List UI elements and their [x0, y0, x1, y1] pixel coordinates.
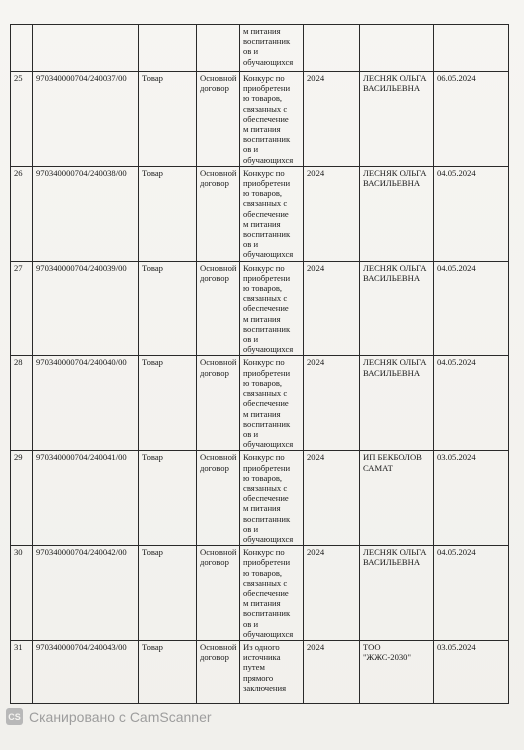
cell-method: [240, 261, 304, 356]
method-line: заключения: [243, 682, 287, 693]
cell-num: [11, 25, 33, 72]
method-line: обеспечение: [243, 113, 289, 124]
cell-contract: Основной договор: [197, 261, 240, 356]
method-line: ю товаров,: [243, 472, 283, 483]
method-line: ю товаров,: [243, 377, 283, 388]
cell-supplier: ТОО "ЖЖС-2030": [360, 640, 434, 703]
method-line: обучающихся: [243, 344, 294, 355]
method-line: м питания: [243, 408, 281, 419]
cell-contract: Основной договор: [197, 546, 240, 641]
method-line: прямого: [243, 672, 274, 683]
method-line: ов и: [243, 523, 259, 534]
table-row: [11, 166, 509, 261]
cell-method: [240, 451, 304, 546]
method-line: м питания: [243, 503, 281, 514]
cell-contract: Основной договор: [197, 166, 240, 261]
cell-method: [240, 356, 304, 451]
cell-num: 27: [11, 261, 33, 356]
method-line: связанных с: [243, 103, 288, 114]
cell-subject: Товар: [139, 356, 197, 451]
cell-supplier: ЛЕСНЯК ОЛЬГА ВАСИЛЬЕВНА: [360, 166, 434, 261]
method-line: Конкурс по: [243, 547, 285, 558]
table-row-continued: [11, 25, 509, 72]
camscanner-watermark: [6, 708, 212, 725]
table-row: [11, 451, 509, 546]
cell-method: [240, 25, 304, 72]
cell-code: 970340000704/240039/00: [33, 261, 139, 356]
method-line: источника: [243, 652, 281, 663]
cell-contract: Основной договор: [197, 451, 240, 546]
method-line: воспитанник: [243, 418, 291, 429]
cell-method: [240, 166, 304, 261]
method-line: обеспечение: [243, 587, 289, 598]
cell-date: 06.05.2024: [434, 72, 509, 167]
method-line: ов и: [243, 334, 259, 345]
cell-code: 970340000704/240041/00: [33, 451, 139, 546]
cell-subject: Товар: [139, 640, 197, 703]
method-line: воспитанник: [243, 513, 291, 524]
watermark-text: Сканировано с CamScanner: [29, 708, 212, 725]
method-line: воспитанник: [243, 36, 291, 47]
method-line: Конкурс по: [243, 262, 285, 273]
cell-date: [434, 25, 509, 72]
method-line: приобретени: [243, 557, 291, 568]
cell-num: 30: [11, 546, 33, 641]
cell-contract: Основной договор: [197, 640, 240, 703]
cell-subject: [139, 25, 197, 72]
cell-year: 2024: [304, 261, 360, 356]
cell-year: 2024: [304, 546, 360, 641]
cell-subject: Товар: [139, 261, 197, 356]
cell-year: 2024: [304, 356, 360, 451]
table-row: [11, 546, 509, 641]
cell-date: 04.05.2024: [434, 261, 509, 356]
method-line: обучающихся: [243, 56, 294, 67]
method-line: приобретени: [243, 462, 291, 473]
method-line: ов и: [243, 46, 259, 57]
cell-num: 26: [11, 166, 33, 261]
method-line: обеспечение: [243, 398, 289, 409]
method-line: м питания: [243, 26, 281, 36]
contracts-table: [10, 24, 509, 704]
method-line: ю товаров,: [243, 567, 283, 578]
method-line: ю товаров,: [243, 93, 283, 104]
method-line: ов и: [243, 144, 259, 155]
method-line: воспитанник: [243, 608, 291, 619]
method-line: м питания: [243, 218, 281, 229]
table-row: [11, 72, 509, 167]
cell-subject: Товар: [139, 451, 197, 546]
method-line: м питания: [243, 313, 281, 324]
cell-supplier: ЛЕСНЯК ОЛЬГА ВАСИЛЬЕВНА: [360, 72, 434, 167]
method-line: м питания: [243, 598, 281, 609]
cell-date: 03.05.2024: [434, 640, 509, 703]
cell-supplier: ЛЕСНЯК ОЛЬГА ВАСИЛЬЕВНА: [360, 261, 434, 356]
method-line: приобретени: [243, 272, 291, 283]
cell-year: 2024: [304, 451, 360, 546]
method-line: ов и: [243, 618, 259, 629]
table-row: [11, 261, 509, 356]
method-line: связанных с: [243, 293, 288, 304]
method-line: путем: [243, 662, 265, 673]
cell-code: 970340000704/240040/00: [33, 356, 139, 451]
method-line: связанных с: [243, 198, 288, 209]
method-line: приобретени: [243, 178, 291, 189]
table-body: [11, 25, 509, 704]
cell-num: 31: [11, 640, 33, 703]
cell-supplier: ИП БЕКБОЛОВ САМАТ: [360, 451, 434, 546]
cell-year: 2024: [304, 72, 360, 167]
cell-method: [240, 546, 304, 641]
method-line: приобретени: [243, 83, 291, 94]
method-line: воспитанник: [243, 323, 291, 334]
method-line: обеспечение: [243, 208, 289, 219]
cell-year: 2024: [304, 166, 360, 261]
method-line: Конкурс по: [243, 452, 285, 463]
method-line: Из одного: [243, 641, 280, 652]
method-line: ю товаров,: [243, 283, 283, 294]
cell-code: 970340000704/240042/00: [33, 546, 139, 641]
cell-supplier: ЛЕСНЯК ОЛЬГА ВАСИЛЬЕВНА: [360, 356, 434, 451]
camscanner-logo-icon: CS: [6, 708, 23, 725]
cell-code: [33, 25, 139, 72]
cell-subject: Товар: [139, 72, 197, 167]
cell-code: 970340000704/240038/00: [33, 166, 139, 261]
method-line: Конкурс по: [243, 167, 285, 178]
method-line: м питания: [243, 124, 281, 135]
method-line: обучающихся: [243, 249, 294, 260]
method-line: Конкурс по: [243, 73, 285, 83]
cell-code: 970340000704/240037/00: [33, 72, 139, 167]
cell-num: 28: [11, 356, 33, 451]
cell-date: 04.05.2024: [434, 166, 509, 261]
cell-supplier: ЛЕСНЯК ОЛЬГА ВАСИЛЬЕВНА: [360, 546, 434, 641]
method-line: воспитанник: [243, 134, 291, 145]
cell-year: 2024: [304, 640, 360, 703]
table-row: [11, 640, 509, 703]
method-line: связанных с: [243, 577, 288, 588]
cell-supplier: [360, 25, 434, 72]
cell-num: 29: [11, 451, 33, 546]
method-line: обучающихся: [243, 154, 294, 165]
cell-date: 04.05.2024: [434, 546, 509, 641]
method-line: обучающихся: [243, 628, 294, 639]
cell-contract: [197, 25, 240, 72]
cell-subject: Товар: [139, 166, 197, 261]
method-line: обучающихся: [243, 533, 294, 544]
method-line: связанных с: [243, 482, 288, 493]
cell-method: [240, 640, 304, 703]
cell-date: 04.05.2024: [434, 356, 509, 451]
cell-contract: Основной договор: [197, 72, 240, 167]
method-line: приобретени: [243, 367, 291, 378]
method-line: ов и: [243, 239, 259, 250]
method-line: ов и: [243, 428, 259, 439]
cell-year: [304, 25, 360, 72]
cell-code: 970340000704/240043/00: [33, 640, 139, 703]
cell-contract: Основной договор: [197, 356, 240, 451]
method-line: обеспечение: [243, 493, 289, 504]
method-line: связанных с: [243, 388, 288, 399]
cell-subject: Товар: [139, 546, 197, 641]
method-line: воспитанник: [243, 229, 291, 240]
method-line: ю товаров,: [243, 188, 283, 199]
method-line: обучающихся: [243, 439, 294, 450]
cell-num: 25: [11, 72, 33, 167]
cell-date: 03.05.2024: [434, 451, 509, 546]
method-line: Конкурс по: [243, 357, 285, 368]
table-row: [11, 356, 509, 451]
method-line: обеспечение: [243, 303, 289, 314]
cell-method: [240, 72, 304, 167]
